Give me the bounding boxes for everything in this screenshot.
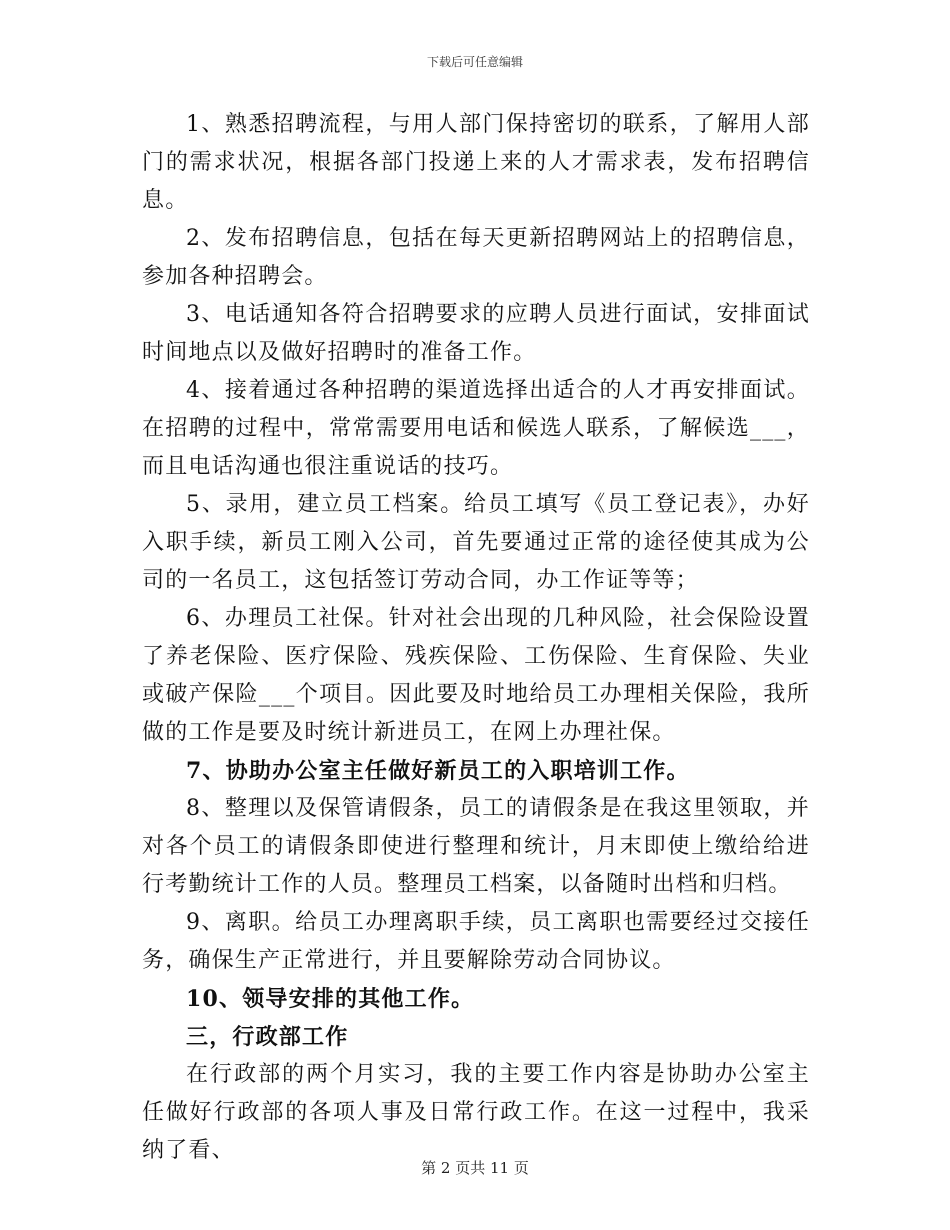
page-footer: 第 2 页共 11 页 xyxy=(421,1159,529,1177)
page-header: 下载后可任意编辑 xyxy=(426,55,523,69)
document-body xyxy=(142,106,810,1170)
paragraph-item-8: 8、整理以及保管请假条，员工的请假条是在我这里领取，并对各个员工的请假条即使进行整理和统计，月末即使上缴给给进行考勤统计工作的人员。整理员工档案，以备随时出档和归档。 xyxy=(142,796,810,897)
paragraph-item-9: 9、离职。给员工办理离职手续，员工离职也需要经过交接任务，确保生产正常进行，并且要解除劳动合同协议。 xyxy=(142,910,810,973)
paragraph-item-2: 2、发布招聘信息，包括在每天更新招聘网站上的招聘信息，参加各种招聘会。 xyxy=(142,226,810,289)
paragraph-item-4: 4、接着通过各种招聘的渠道选择出适合的人才再安排面试。在招聘的过程中，常常需要用电话和候选人联系，了解候选___，而且电话沟通也很注重说话的技巧。 xyxy=(142,378,810,479)
paragraph-item-1: 1、熟悉招聘流程，与用人部门保持密切的联系，了解用人部门的需求状况，根据各部门投递上来的人才需求表，发布招聘信息。 xyxy=(142,112,810,213)
paragraph-item-3: 3、电话通知各符合招聘要求的应聘人员进行面试，安排面试时间地点以及做好招聘时的准备工作。 xyxy=(142,302,810,365)
paragraph-admin-intro: 在行政部的两个月实习，我的主要工作内容是协助办公室主任做好行政部的各项人事及日常行政工作。在这一过程中，我采纳了看、 xyxy=(142,1062,810,1163)
paragraph-item-5: 5、录用，建立员工档案。给员工填写《员工登记表》，办好入职手续，新员工刚入公司，首先要通过正常的途径使其成为公司的一名员工，这包括签订劳动合同，办工作证等等； xyxy=(142,492,810,593)
paragraph-item-7: 7、协助办公室主任做好新员工的入职培训工作。 xyxy=(186,758,690,784)
section-heading-admin: 三，行政部工作 xyxy=(186,1024,349,1050)
paragraph-item-6: 6、办理员工社保。针对社会出现的几种风险，社会保险设置了养老保险、医疗保险、残疾保险、工伤保险、生育保险、失业或破产保险___个项目。因此要及时地给员工办理相关保险，我所做的工作是要及时统计新进员工，在网上办理社保。 xyxy=(142,606,810,745)
paragraph-item-10: 10、领导安排的其他工作。 xyxy=(186,986,475,1012)
